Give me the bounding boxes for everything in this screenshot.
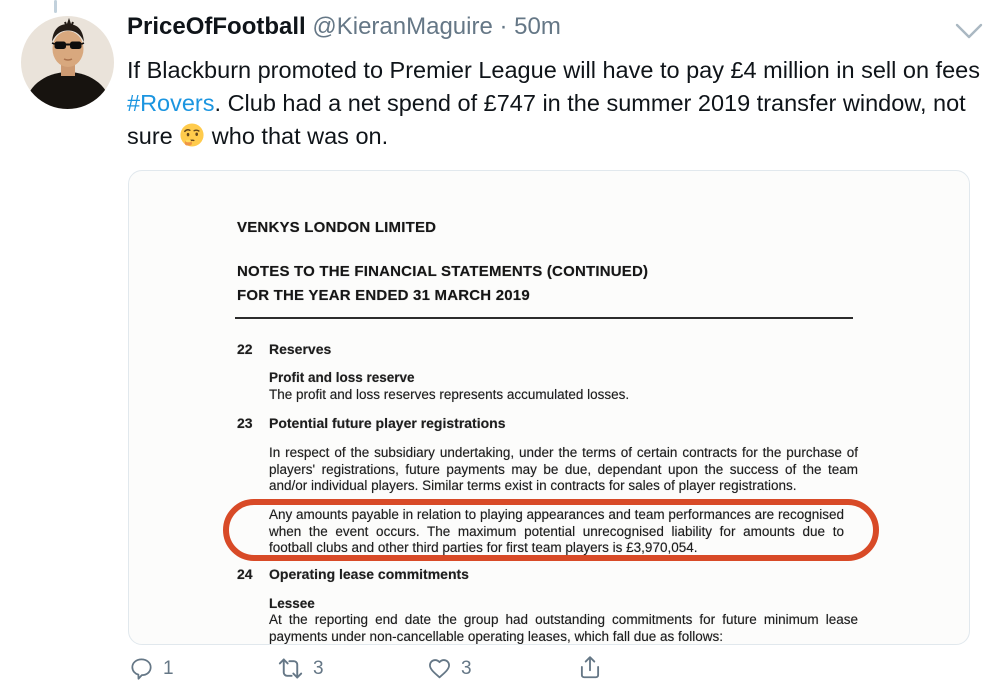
tweet-text — [127, 54, 983, 153]
like-count: 3 — [461, 657, 472, 679]
retweet-count: 3 — [313, 657, 324, 679]
tweet-text-segment: who that was on. — [205, 123, 389, 149]
doc-paragraph: At the reporting end date the group had outstanding commitments for future minimum lease payments under non-cancellable operating leases, which fall due as follows: — [269, 612, 858, 644]
author-handle[interactable]: @KieranMaguire — [312, 13, 493, 40]
retweet-icon — [277, 656, 304, 681]
avatar[interactable] — [21, 16, 114, 109]
reply-count: 1 — [163, 657, 174, 679]
doc-section-number: 24 — [237, 566, 253, 582]
thread-connector-line — [54, 0, 57, 13]
doc-divider-line — [235, 317, 853, 319]
tweet-text-segment: . Club had a net spend of £747 in the summer 2019 transfer window, not sure — [127, 90, 966, 149]
embedded-document-image[interactable] — [128, 170, 970, 645]
doc-section-title: Operating lease commitments — [269, 566, 469, 582]
doc-subtitle-1: NOTES TO THE FINANCIAL STATEMENTS (CONTINUED) — [237, 263, 649, 280]
doc-paragraph: In respect of the subsidiary undertaking, under the terms of certain contracts for the purchase of players' registrations, future payments may be due, dependant upon the success of the team and/or individual players. Similar terms exist in contracts for sales of player registrations. — [269, 445, 858, 493]
reply-icon — [129, 656, 154, 681]
doc-company-title: VENKYS LONDON LIMITED — [237, 219, 437, 236]
heart-icon — [427, 656, 452, 681]
doc-subtitle-2: FOR THE YEAR ENDED 31 MARCH 2019 — [237, 287, 530, 304]
doc-section-number: 23 — [237, 415, 253, 431]
share-button[interactable] — [577, 654, 603, 681]
doc-section-title: Reserves — [269, 341, 332, 357]
doc-circled-paragraph: Any amounts payable in relation to playing appearances and team performances are recognised when the event occurs. The maximum potential unrecognised liability for amounts due to football clubs and other third parties for first team players is £3,970,054. — [269, 507, 844, 555]
reply-button[interactable] — [129, 656, 174, 681]
author-name[interactable]: PriceOfFootball — [127, 13, 306, 40]
like-button[interactable] — [427, 656, 472, 681]
share-icon — [577, 654, 603, 681]
more-button[interactable] — [951, 18, 987, 46]
doc-section-title: Potential future player registrations — [269, 415, 506, 431]
chevron-down-icon — [951, 18, 987, 46]
avatar-photo — [21, 16, 114, 109]
doc-section-number: 22 — [237, 341, 253, 357]
thinking-face-emoji — [179, 122, 205, 148]
hashtag-link[interactable]: #Rovers — [127, 90, 215, 116]
retweet-button[interactable] — [277, 656, 324, 681]
doc-subheading: Profit and loss reserve — [269, 370, 415, 385]
separator-dot: · — [499, 13, 508, 40]
tweet-text-segment: If Blackburn promoted to Premier League will have to pay £4 million in sell on fees — [127, 57, 980, 83]
doc-subheading: Lessee — [269, 596, 315, 611]
tweet-timestamp: 50m — [514, 13, 561, 40]
tweet-header — [127, 13, 561, 41]
doc-paragraph: The profit and loss reserves represents accumulated losses. — [269, 387, 630, 402]
